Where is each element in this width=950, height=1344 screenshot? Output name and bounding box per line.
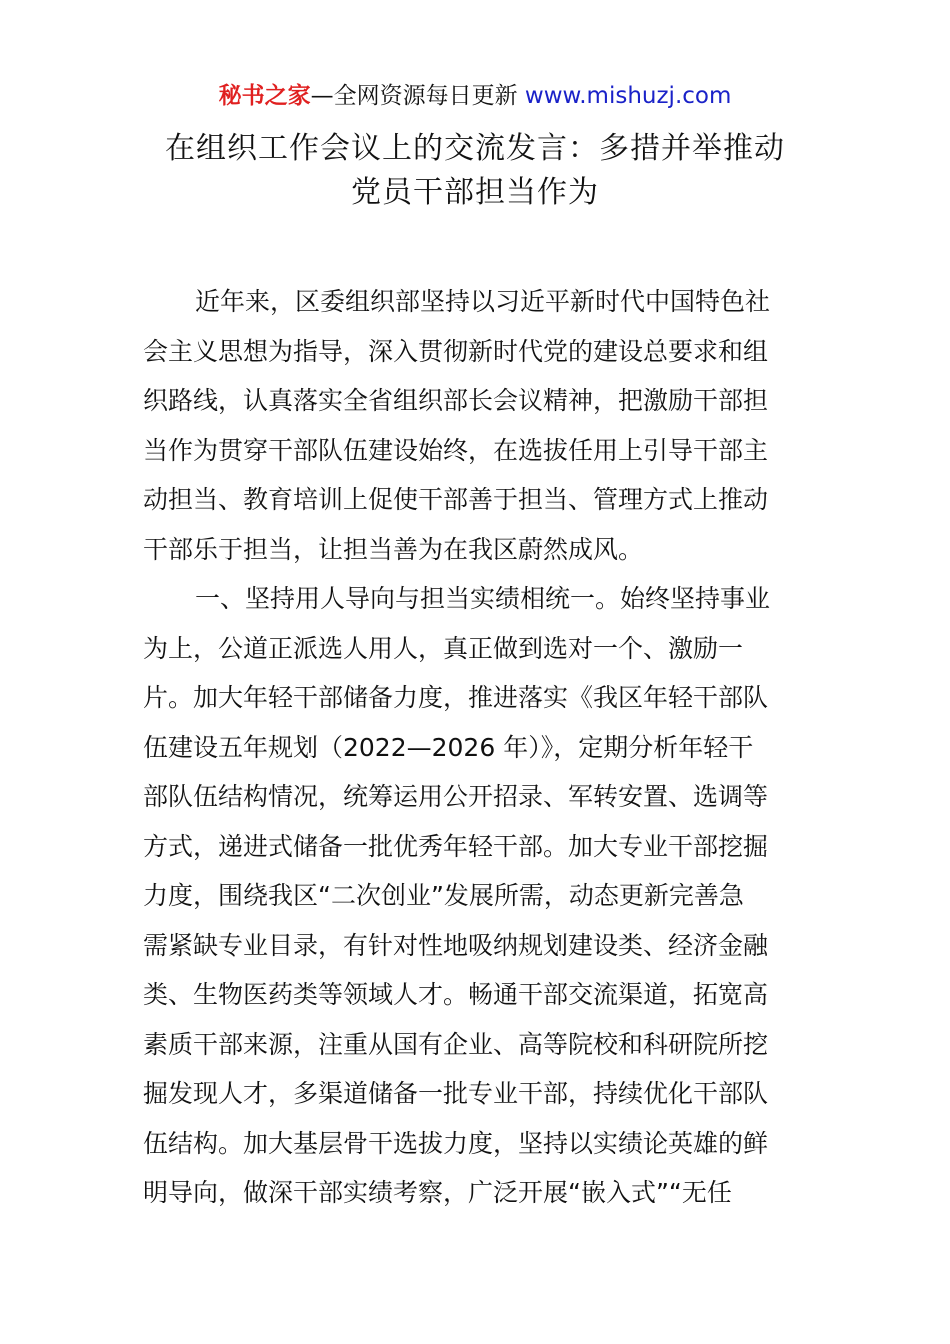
- paragraph-line: 当作为贯穿干部队伍建设始终，在选拔任用上引导干部主: [143, 435, 769, 465]
- paragraph-line: 素质干部来源，注重从国有企业、高等院校和科研院所挖: [143, 1029, 769, 1059]
- paragraph-line: 方式，递进式储备一批优秀年轻干部。加大专业干部挖掘: [143, 831, 769, 861]
- paragraph-line: 明导向，做深干部实绩考察，广泛开展“嵌入式”“无任: [143, 1178, 732, 1207]
- document-title: [100, 127, 850, 215]
- paragraph-line: 伍建设五年规划（2022—2026 年）》，定期分析年轻干: [143, 732, 754, 762]
- paragraph-line: 类、生物医药类等领域人才。畅通干部交流渠道，拓宽高: [143, 980, 769, 1009]
- paragraph-line: 干部乐于担当，让担当善为在我区蔚然成风。: [143, 534, 644, 564]
- document-body: [143, 277, 807, 1218]
- title-line-1: 在组织工作会议上的交流发言：多措并举推动: [165, 131, 785, 166]
- title-line-2: 党员干部担当作为: [351, 175, 599, 210]
- paragraph-line: 会主义思想为指导，深入贯彻新时代党的建设总要求和组: [143, 336, 769, 366]
- paragraph-line: 织路线，认真落实全省组织部长会议精神，把激励干部担: [143, 386, 769, 415]
- paragraph-line: 伍结构。加大基层骨干选拔力度，坚持以实绩论英雄的鲜: [143, 1128, 769, 1158]
- paragraph-line: 为上，公道正派选人用人，真正做到选对一个、激励一: [143, 633, 744, 663]
- paragraph-line: 近年来，区委组织部坚持以习近平新时代中国特色社: [195, 287, 771, 316]
- paragraph-line: 动担当、教育培训上促使干部善于担当、管理方式上推动: [143, 485, 769, 514]
- site-brand: 秘书之家: [218, 83, 311, 109]
- paragraph-line: 力度，围绕我区“二次创业”发展所需，动态更新完善急: [143, 881, 744, 910]
- paragraph-line: 片。加大年轻干部储备力度，推进落实《我区年轻干部队: [143, 683, 769, 712]
- paragraph-line: 需紧缺专业目录，有针对性地吸纳规划建设类、经济金融: [143, 930, 769, 960]
- paragraph-line: 掘发现人才，多渠道储备一批专业干部，持续优化干部队: [143, 1079, 769, 1108]
- site-header: [0, 80, 950, 112]
- section-heading-line: 一、坚持用人导向与担当实绩相统一。始终坚持事业: [195, 584, 771, 613]
- site-tagline: —全网资源每日更新: [310, 83, 525, 109]
- paragraph-line: 部队伍结构情况，统筹运用公开招录、军转安置、选调等: [143, 782, 769, 811]
- site-url-link[interactable]: www.mishuzj.com: [524, 83, 732, 109]
